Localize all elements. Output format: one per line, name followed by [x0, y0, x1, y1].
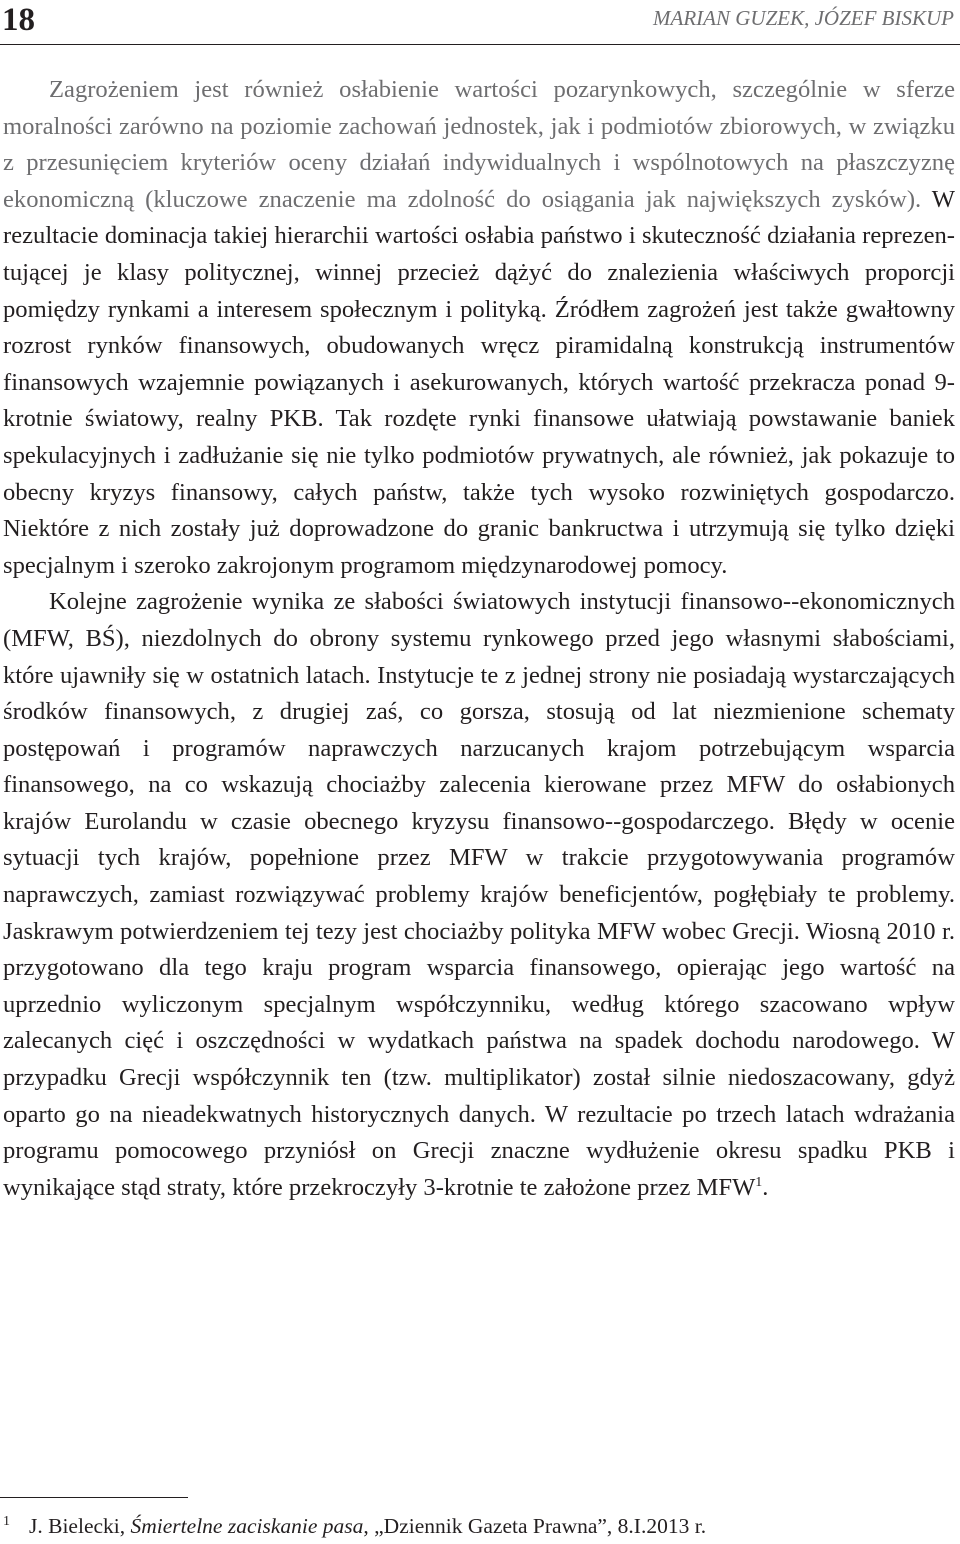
footnote: 1 J. Bielecki, Śmiertelne zaciskanie pasa, „Dziennik Gazeta Prawna”, 8.I.2013 r.	[3, 1514, 707, 1538]
paragraph-1-sentence-b: W rezultacie dominacja takiej hierarchii wartości osłabia państwo i skuteczność działania reprezentującej je klasy politycznej, winnej przecież dążyć do znalezienia właściwych proporcji pomiędzy rynkami a interesem społecznym i polityką. Źródłem zagrożeń jest także gwałtowny rozrost rynków finansowych, obudowanych wręcz piramidalną konstrukcją instrumentów finansowych wzajemnie powiązanych i asekurowanych, których wartość przekracza ponad 9-krotnie światowy, realny PKB. Tak rozdęte rynki finansowe ułatwiają powstawanie baniek spekulacyjnych i zadłużanie się nie tylko podmiotów prywatnych, ale również, jak pokazuje to obecny kryzys finansowy, całych państw, także tych wysoko rozwiniętych gospodarczo. Niektóre z nich zostały już doprowadzone do granic bankructwa i utrzymują się tylko dzięki specjalnym i szeroko zakrojonym programom międzynarodowej pomocy.	[3, 185, 955, 579]
paragraph-2-text: Kolejne zagrożenie wynika ze słabości światowych instytucji finansowo-​-ekonomicznych (MFW, BŚ), niezdolnych do obrony systemu rynkowego przed jego własnymi słabościami, które ujawniły się w ostatnich latach. Instytucje te z jednej strony nie posiadają wystarczających środków finansowych, z drugiej zaś, co gorsza, stosują od lat niezmienione schematy postępowań i programów naprawczych narzucanych krajom potrzebującym wsparcia finansowego, na co wskazują chociażby zalecenia kierowane przez MFW do osłabionych krajów Eurolandu w czasie obecnego kryzysu finansowo-​-gospodarczego. Błędy w ocenie sytuacji tych krajów, popełnione przez MFW w trakcie przygotowywania programów naprawczych, zamiast rozwiązywać problemy krajów beneficjentów, pogłębiały te problemy. Jaskrawym potwierdzeniem tej tezy jest chociażby polityka MFW wobec Grecji. Wiosną 2010 r. przygotowano dla tego kraju program wsparcia finansowego, opierając jego wartość na uprzednio wyliczonym specjalnym współczynniku, według którego szacowano wpływ zalecanych cięć i oszczędności w wydatkach państwa na spadek dochodu narodowego. W przypadku Grecji współczynnik ten (tzw. multiplikator) został silnie niedoszacowany, gdyż oparto go na nieadekwatnych historycznych danych. W rezultacie po trzech latach wdrażania programu pomocowego przyniósł on Grecji znaczne wydłużenie okresu spadku PKB i wynikające stąd straty, które przekroczyły 3-krotnie te założone przez MFW	[3, 588, 955, 1201]
paragraph-1	[3, 72, 955, 584]
paragraph-1-sentence-a: Zagrożeniem jest również osłabienie wartości pozarynkowych, szczególnie w sferze moralności zarówno na poziomie zachowań jednostek, jak i podmiotów zbiorowych, w związku z przesunięciem kryteriów oceny działań indywidualnych i wspólnotowych na płaszczyznę ekonomiczną (kluczowe znaczenie ma zdolność do osiągania jak największych zysków).	[3, 76, 955, 213]
footnote-divider	[0, 1497, 188, 1498]
paragraph-2: Kolejne zagrożenie wynika ze słabości światowych instytucji finansowo-​-ekonomicznych (MFW, BŚ), niezdolnych do obrony systemu rynkowego przed jego własnymi słabościami, które ujawniły się w ostatnich latach. Instytucje te z jednej strony nie posiadają wystarczających środków finansowych, z drugiej zaś, co gorsza, stosują od lat niezmienione schematy postępowań i programów naprawczych narzucanych krajom potrzebującym wsparcia finansowego, na co wskazują chociażby zalecenia kierowane przez MFW do osłabionych krajów Eurolandu w czasie obecnego kryzysu finansowo-​-gospodarczego. Błędy w ocenie sytuacji tych krajów, popełnione przez MFW w trakcie przygotowywania programów naprawczych, zamiast rozwiązywać problemy krajów beneficjentów, pogłębiały te problemy. Jaskrawym potwierdzeniem tej tezy jest chociażby polityka MFW wobec Grecji. Wiosną 2010 r. przygotowano dla tego kraju program wsparcia finansowego, opierając jego wartość na uprzednio wyliczonym specjalnym współczynniku, według którego szacowano wpływ zalecanych cięć i oszczędności w wydatkach państwa na spadek dochodu narodowego. W przypadku Grecji współczynnik ten (tzw. multiplikator) został silnie niedoszacowany, gdyż oparto go na nieadekwatnych historycznych danych. W rezultacie po trzech latach wdrażania programu pomocowego przyniósł on Grecji znaczne wydłużenie okresu spadku PKB i wynikające stąd straty, które przekroczyły 3-krotnie te założone przez MFW$^1$.	[3, 588, 955, 1201]
footnote-reference[interactable]: 1	[755, 1174, 763, 1190]
running-head-authors: MARIAN GUZEK, JÓZEF BISKUP	[653, 6, 954, 30]
footnote-author: J. Bielecki,	[29, 1514, 131, 1538]
page-number: 18	[2, 2, 35, 38]
body-text	[3, 72, 955, 1206]
running-head	[0, 0, 960, 45]
footnote-title: Śmiertelne zaciskanie pasa	[130, 1514, 364, 1538]
footnote-source: , „Dziennik Gazeta Prawna”, 8.I.2013 r.	[363, 1514, 707, 1538]
